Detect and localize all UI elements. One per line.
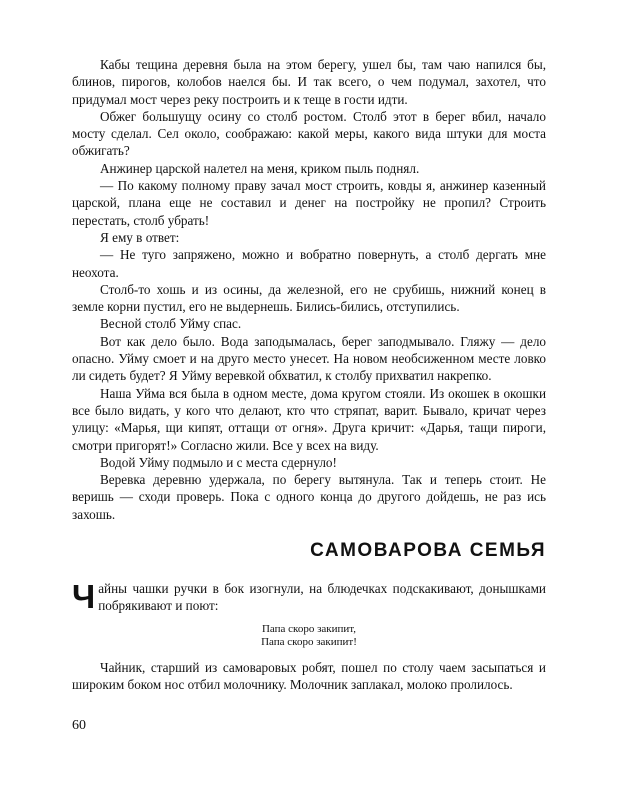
page-number: 60	[72, 718, 86, 733]
story-opening-paragraph	[72, 580, 546, 615]
paragraph-11: Водой Уйму подмыло и с места сдернуло!	[100, 454, 337, 470]
paragraph-3: Анжинер царской налетел на меня, криком пыль поднял.	[100, 160, 420, 176]
paragraph-12: Веревка деревню удержала, по берегу вытянула. Так и теперь стоит. Не веришь — сходи проверь. Пока с одного конца до другого дойдешь, не раз ись захошь.	[72, 472, 546, 522]
song-line-1: Папа скоро закипит,	[261, 622, 357, 635]
story-paragraph-2: Чайник, старший из самоваровых робят, пошел по столу чаем засыпаться и широким боком нос отбил молочнику. Молочник заплакал, молоко пролилось.	[72, 659, 546, 692]
story-title: САМОВАРОВА СЕМЬЯ	[310, 540, 546, 561]
paragraph-6: — Не туго запряжено, можно и вобратно повернуть, а столб дергать мне неохота.	[72, 247, 546, 280]
paragraph-7: Столб-то хошь и из осины, да железной, его не срубишь, нижний конец в земле корни пустил, его не выдернешь. Бились-бились, отступились.	[72, 281, 546, 315]
main-text-block	[72, 56, 546, 523]
song-line-2: Папа скоро закипит!	[261, 635, 357, 648]
paragraph-1: Кабы тещина деревня была на этом берегу, ушел бы, там чаю напился бы, блинов, пирогов, колобов наелся бы. И так всего, о чем подумал, захотел, что придумал мост через реку построить и к теще в гости идти.	[72, 57, 546, 107]
story-block	[72, 580, 546, 693]
paragraph-8: Весной столб Уйму спас.	[100, 316, 242, 332]
story-opening-text: айны чашки ручки в бок изогнули, на блюдечках подскакивают, донышками побрякивают и поют:	[98, 581, 546, 614]
drop-cap: Ч	[72, 578, 96, 615]
paragraph-9: Вот как дело было. Вода заподымалась, берег заподмывало. Гляжу — дело опасно. Уйму смоет и на друго место унесет. На новом необсиженном месте ловко ли сидеть будет? Я Уйму веревкой обхватил, к столбу прихватил накрепко.	[72, 333, 546, 384]
paragraph-2: Обжег большущу осину со столб ростом. Столб этот в берег вбил, начало мосту сделал. Сел около, соображаю: какой меры, какого вида штуки для моста обжигать?	[72, 108, 546, 159]
paragraph-5: Я ему в ответ:	[100, 229, 180, 245]
song-verse	[72, 623, 546, 649]
paragraph-10: Наша Уйма вся была в одном месте, дома кругом стояли. Из окошек в окошки все было видать, у кого что делают, кто что стряпат, варит. Бывало, кричат через улицу: «Марья, щи кипят, оттащи от огня». Друга кричит: «Дарья, тащи пироги, смотри пригорят!» Согласно жили. Все у всех на виду.	[72, 385, 546, 453]
paragraph-4: — По какому полному праву зачал мост строить, ковды я, анжинер казенный царской, плана еще не составил и денег на постройку не пропил? Строить перестать, столб убрать!	[72, 178, 546, 228]
